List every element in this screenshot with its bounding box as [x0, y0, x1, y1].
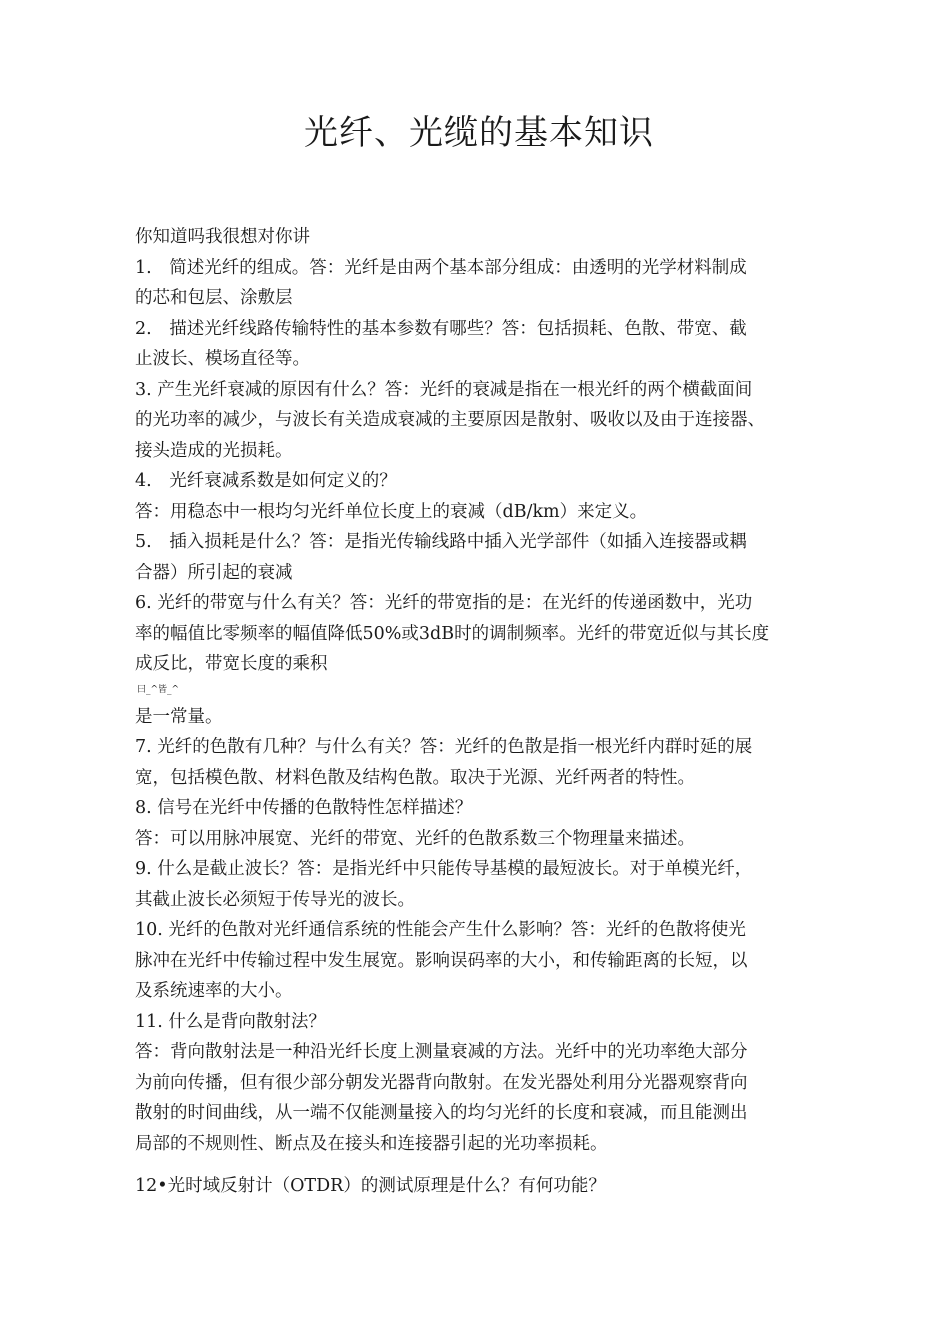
text-line: 答：用稳态中一根均匀光纤单位长度上的衰减（dB/km）来定义。 — [135, 501, 648, 522]
text-line: 2. 描述光纤线路传输特性的基本参数有哪些？答：包括损耗、色散、带宽、截 — [135, 318, 747, 339]
text-line: 9. 什么是截止波长？答：是指光纤中只能传导基模的最短波长。对于单模光纤， — [135, 859, 753, 879]
text-line: 成反比，带宽长度的乘积 — [135, 654, 328, 674]
text-line: 4. 光纤衰减系数是如何定义的？ — [135, 471, 397, 491]
text-line: 合器）所引起的衰减 — [135, 562, 293, 583]
text-line: 5. 插入损耗是什么？答：是指光传输线路中插入光学部件（如插入连接器或耦 — [135, 532, 747, 552]
text-line: 的光功率的减少，与波长有关造成衰减的主要原因是散射、吸收以及由于连接器、 — [135, 410, 765, 430]
text-line: 接头造成的光损耗。 — [135, 440, 293, 461]
text-line: 局部的不规则性、断点及在接头和连接器引起的光功率损耗。 — [135, 1133, 608, 1154]
text-line: 答：背向散射法是一种沿光纤长度上测量衰减的方法。光纤中的光功率绝大部分 — [135, 1042, 748, 1062]
text-line: 8. 信号在光纤中传播的色散特性怎样描述？ — [135, 798, 473, 818]
text-line: 宽，包括模色散、材料色散及结构色散。取决于光源、光纤两者的特性。 — [135, 767, 695, 788]
text-line: 及系统速率的大小。 — [135, 981, 293, 1001]
text-line: 率的幅值比零频率的幅值降低50%或3dB时的调制频率。光纤的带宽近似与其长度 — [135, 623, 770, 644]
document-title: 光纤、光缆的基本知识 — [304, 113, 654, 153]
text-line: 为前向传播，但有很少部分朝发光器背向散射。在发光器处利用分光器观察背向 — [135, 1072, 748, 1093]
text-line: 的芯和包层、涂敷层 — [135, 288, 293, 308]
text-line: 7. 光纤的色散有几种？与什么有关？答：光纤的色散是指一根光纤内群时延的展 — [135, 737, 753, 757]
text-line: 6. 光纤的带宽与什么有关？答：光纤的带宽指的是：在光纤的传递函数中，光功 — [135, 593, 753, 613]
text-line: 10. 光纤的色散对光纤通信系统的性能会产生什么影响？答：光纤的色散将使光 — [135, 920, 746, 940]
text-line: 止波长、模场直径等。 — [135, 349, 310, 369]
text-line: 脉冲在光纤中传输过程中发生展宽。影响误码率的大小，和传输距离的长短，以 — [135, 950, 748, 971]
text-line: 3. 产生光纤衰减的原因有什么？答：光纤的衰减是指在一根光纤的两个横截面间 — [135, 379, 753, 400]
text-line: 11. 什么是背向散射法？ — [135, 1011, 326, 1032]
text-line: 答：可以用脉冲展宽、光纤的带宽、光纤的色散系数三个物理量来描述。 — [135, 828, 695, 849]
formula-fragment: 曰_^皆_^ — [137, 684, 180, 695]
text-line: 1. 简述光纤的组成。答：光纤是由两个基本部分组成：由透明的光学材料制成 — [135, 257, 747, 278]
text-line: 散射的时间曲线，从一端不仅能测量接入的均匀光纤的长度和衰减，而且能测出 — [135, 1103, 748, 1123]
text-line: 其截止波长必须短于传导光的波长。 — [135, 889, 415, 910]
document-body — [135, 222, 825, 1202]
text-line: 12•光时域反射计（OTDR）的测试原理是什么？有何功能？ — [135, 1176, 606, 1196]
text-line: 你知道吗我很想对你讲 — [135, 227, 310, 247]
text-line: 是一常量。 — [135, 706, 223, 727]
